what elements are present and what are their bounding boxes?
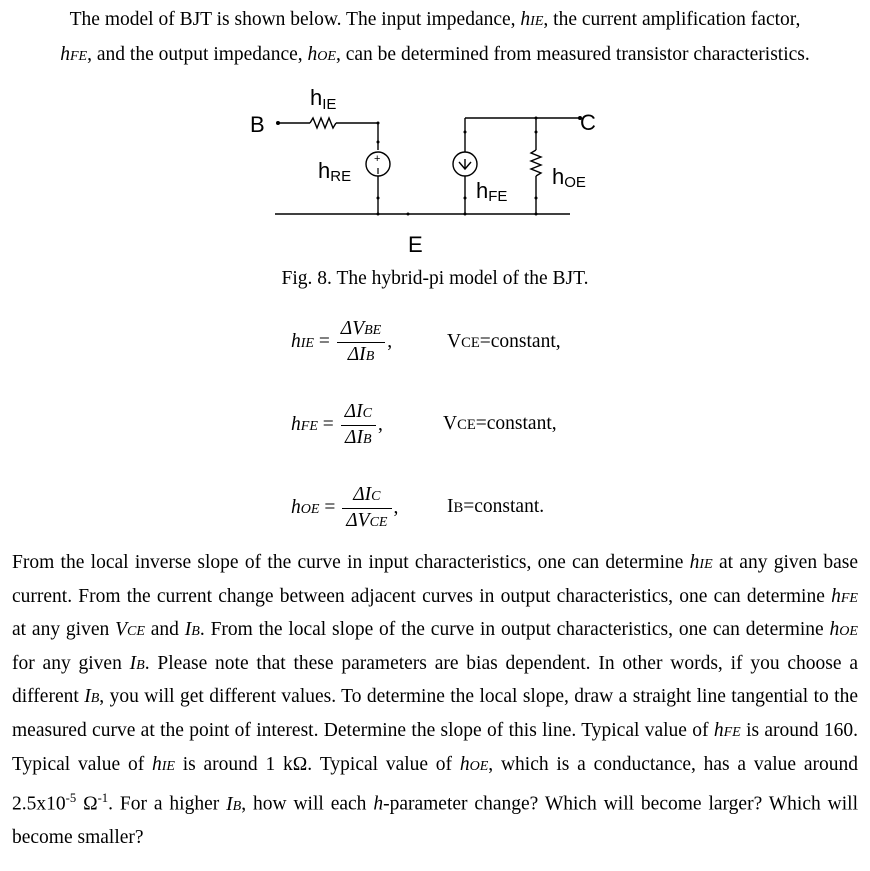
- resistor-hoe: [531, 150, 541, 176]
- label-c: C: [580, 110, 596, 135]
- equation-hoe: hOE = $\frac{\text{ΔIC}}{\text{ΔVCE}}$ ,: [291, 484, 399, 531]
- body-paragraph: From the local inverse slope of the curve in input characteristics, one can determine hIE at any given base current. From the current change between adjacent curves in output characteristics, one can determine hFE at any given VCE and IB. From the local slope of the curve in output characteristics, one can determine hOE for any given IB. Please note that these parameters are bias dependent. In other words, if you choose a different IB, you will get different values. To determine the local slope, draw a straight line tangential to the measured curve at the point of interest. Determine the slope of this line. Typical value of hFE is around 160. Typical value of hIE is around 1 kΩ. Typical value of hOE, which is a conductance, has a value around $2.5x10^{-5}$ $\Omega^{-1}$. For a higher IB, how will each h-parameter change? Which will become larger? Which will become smaller?: [12, 552, 859, 849]
- equation-hie: hIE = $\frac{\text{ΔVBE}}{\text{ΔIB}}$ ,: [291, 318, 393, 365]
- label-hie: hIE: [310, 85, 337, 113]
- intro-paragraph: The model of BJT is shown below. The input impedance, hIE, the current amplification factor, hFE, and the output impedance, hOE, can be determined from measured transistor characteristics.: [60, 9, 810, 65]
- equation-hfe: hFE = $\frac{\text{ΔIC}}{\text{ΔIB}}$ ,: [291, 401, 383, 448]
- hybrid-pi-circuit-diagram: [240, 80, 600, 260]
- label-hoe: hOE: [552, 164, 586, 191]
- condition-hfe: VCE=constant,: [443, 413, 557, 434]
- condition-hoe: IB=constant.: [447, 496, 545, 517]
- label-b: B: [250, 112, 265, 137]
- resistor-hie: [310, 118, 336, 128]
- label-hfe: hFE: [476, 178, 508, 205]
- figure-caption: Fig. 8. The hybrid-pi model of the BJT.: [281, 268, 589, 289]
- condition-hie: VCE=constant,: [447, 331, 561, 352]
- plus-sign: +: [374, 153, 381, 165]
- h-oe-symbol: hOE: [307, 44, 336, 65]
- label-hre: hRE: [318, 158, 352, 185]
- node-b: [276, 121, 280, 125]
- h-ie-symbol: hIE: [520, 9, 544, 30]
- label-e: E: [408, 232, 423, 257]
- h-fe-symbol: hFE: [60, 44, 88, 65]
